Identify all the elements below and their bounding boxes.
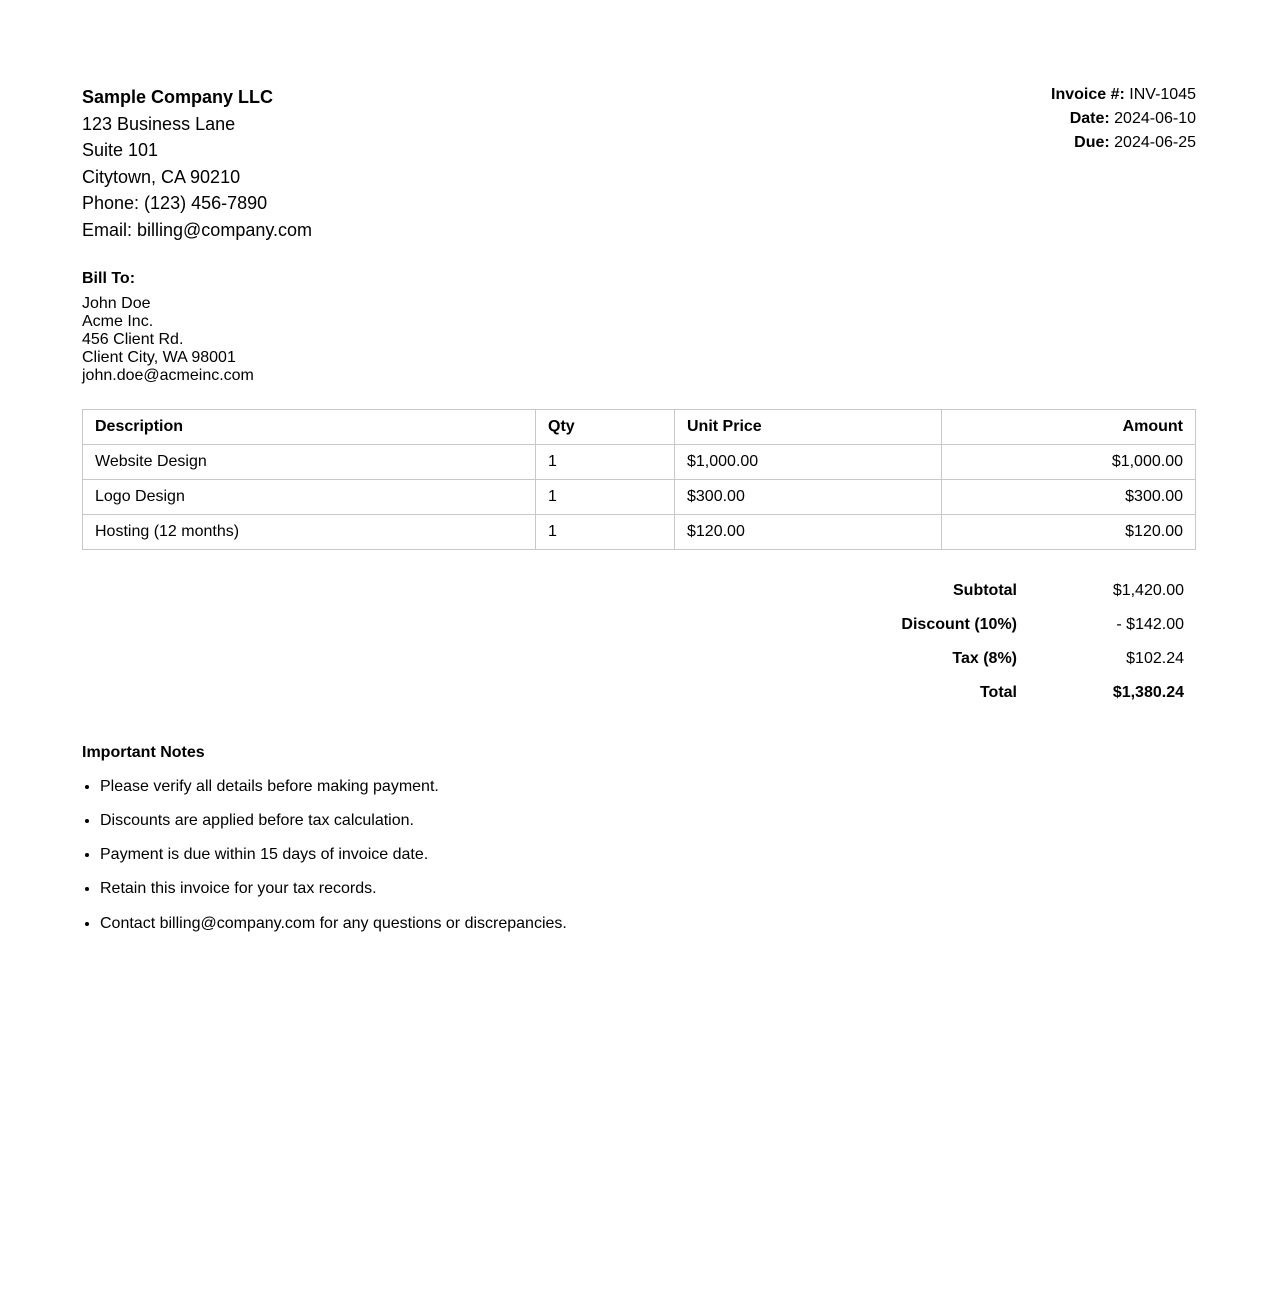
item-unit-price: $120.00 — [675, 514, 942, 549]
tax-value: $102.24 — [1126, 649, 1184, 667]
company-name: Sample Company LLC — [82, 87, 274, 107]
item-unit-price: $300.00 — [675, 479, 942, 514]
bill-to-email: john.doe@acmeinc.com — [82, 366, 254, 384]
invoice-number-row — [1051, 83, 1196, 107]
total-label: Total — [979, 683, 1017, 701]
company-address-line2: Suite 101 — [82, 140, 159, 161]
item-qty: 1 — [536, 514, 675, 549]
totals-section — [82, 574, 1196, 710]
table-row — [83, 444, 1196, 479]
invoice-due-date: 2024-06-25 — [1114, 134, 1196, 151]
list-item: • Retain this invoice for your tax records. — [100, 880, 1196, 898]
invoice-date-label: Date: — [1069, 110, 1110, 127]
item-description: Website Design — [83, 444, 536, 479]
table-row — [83, 514, 1196, 549]
company-info — [82, 84, 312, 244]
item-amount: $120.00 — [942, 514, 1196, 549]
bill-to-name: John Doe — [82, 294, 151, 312]
bill-to-address: 456 Client Rd. — [82, 330, 184, 348]
discount-value: - $142.00 — [1116, 615, 1184, 633]
item-qty: 1 — [536, 479, 675, 514]
table-row — [83, 479, 1196, 514]
discount-label: Discount (10%) — [901, 615, 1017, 633]
column-header-description: Description — [83, 409, 536, 444]
invoice-page — [82, 84, 1196, 949]
notes-list — [82, 778, 1196, 933]
company-city-line: Citytown, CA 90210 — [82, 166, 241, 187]
bill-to-label: Bill To: — [82, 269, 136, 287]
column-header-amount: Amount — [942, 409, 1196, 444]
invoice-due-row — [1051, 131, 1196, 155]
invoice-date-row — [1051, 107, 1196, 131]
notes-title: Important Notes — [82, 743, 205, 761]
invoice-header — [82, 84, 1196, 244]
table-header-row — [83, 409, 1196, 444]
item-unit-price: $1,000.00 — [675, 444, 942, 479]
list-item: • Contact billing@company.com for any questions or discrepancies. — [100, 915, 1196, 933]
invoice-number-label: Invoice #: — [1051, 86, 1125, 103]
tax-label: Tax (8%) — [952, 649, 1017, 667]
subtotal-label: Subtotal — [953, 581, 1017, 599]
company-address-line1: 123 Business Lane — [82, 113, 236, 134]
item-description: Hosting (12 months) — [83, 514, 536, 549]
tax-row — [889, 642, 1196, 676]
total-value: $1,380.24 — [1112, 683, 1184, 701]
invoice-meta — [1051, 83, 1196, 155]
item-qty: 1 — [536, 444, 675, 479]
important-notes — [82, 744, 1196, 933]
bill-to-city-line: Client City, WA 98001 — [82, 348, 236, 366]
item-amount: $1,000.00 — [942, 444, 1196, 479]
invoice-date: 2024-06-10 — [1114, 110, 1196, 127]
item-amount: $300.00 — [942, 479, 1196, 514]
item-description: Logo Design — [83, 479, 536, 514]
invoice-number: INV-1045 — [1129, 86, 1196, 103]
company-email: Email: billing@company.com — [82, 219, 313, 240]
line-items-table — [82, 409, 1196, 550]
total-row — [889, 676, 1196, 710]
discount-row — [889, 608, 1196, 642]
company-phone: Phone: (123) 456-7890 — [82, 193, 268, 214]
column-header-qty: Qty — [536, 409, 675, 444]
list-item: • Please verify all details before making payment. — [100, 778, 1196, 796]
column-header-unit-price: Unit Price — [675, 409, 942, 444]
bill-to — [82, 270, 1196, 385]
bill-to-company: Acme Inc. — [82, 312, 154, 330]
totals-table — [889, 574, 1196, 710]
subtotal-row — [889, 574, 1196, 608]
list-item: • Payment is due within 15 days of invoice date. — [100, 846, 1196, 864]
subtotal-value: $1,420.00 — [1112, 581, 1184, 599]
list-item: • Discounts are applied before tax calculation. — [100, 812, 1196, 830]
invoice-due-label: Due: — [1074, 134, 1110, 151]
